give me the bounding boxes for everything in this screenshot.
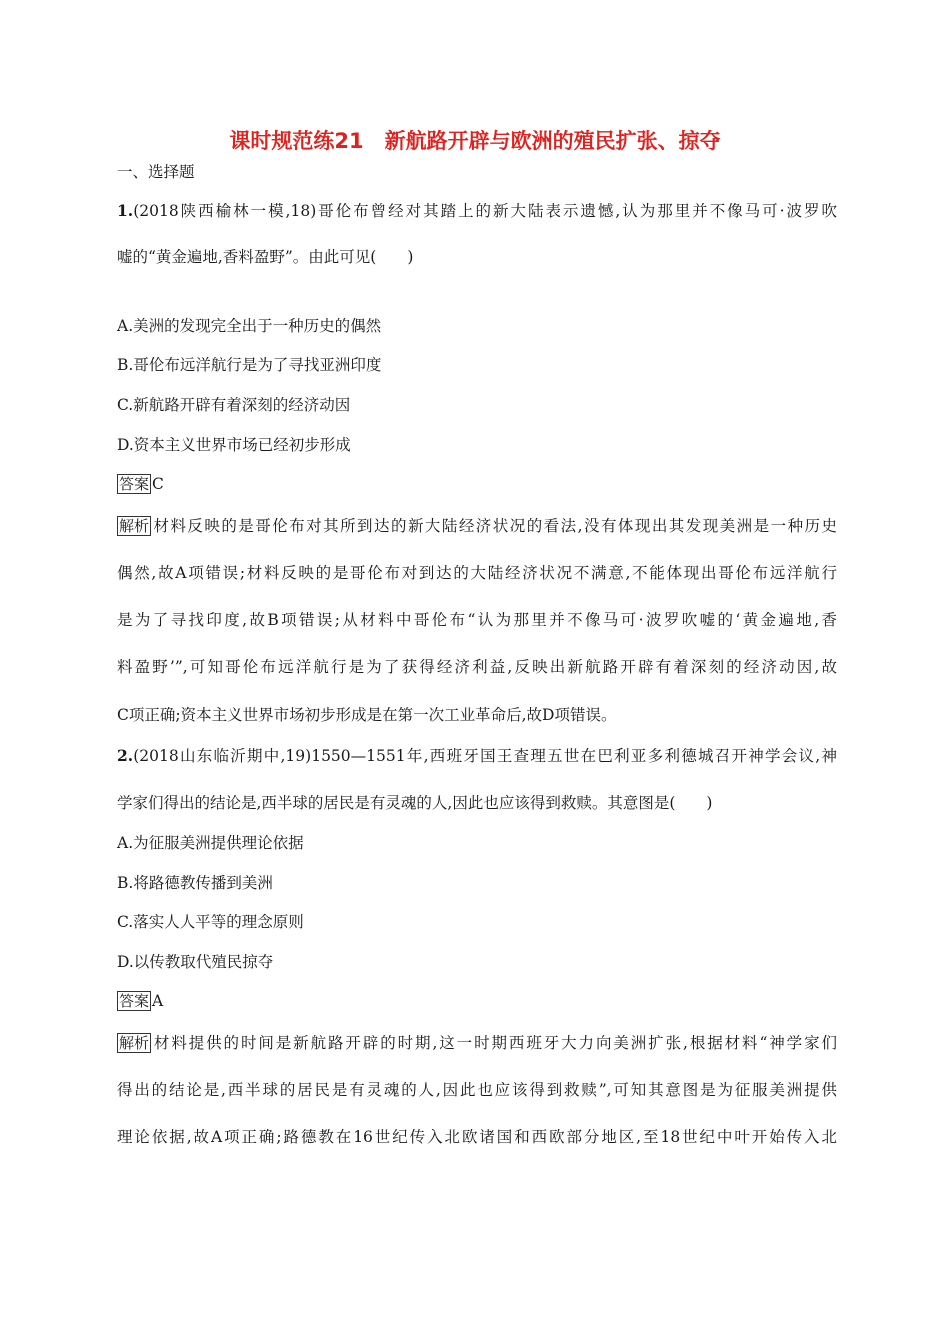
question-1-analysis-line-5: C项正确;资本主义世界市场初步形成是在第一次工业革命后,故D项错误。 <box>117 706 617 724</box>
question-2-stem-line-1 <box>117 744 837 768</box>
question-1-analysis-text-1: 材料反映的是哥伦布对其所到达的新大陆经济状况的看法,没有体现出其发现美洲是一种历史 <box>152 517 837 535</box>
section-heading: 一、选择题 <box>117 163 195 181</box>
question-1-number: 1. <box>117 201 134 220</box>
question-1-option-a: A.美洲的发现完全出于一种历史的偶然 <box>117 317 382 335</box>
question-2-stem-line-2: 学家们得出的结论是,西半球的居民是有灵魂的人,因此也应该得到救赎。其意图是( ) <box>117 794 713 812</box>
question-2-number: 2. <box>117 746 134 765</box>
question-1-answer-value: C <box>152 475 164 493</box>
question-1-analysis-line-4: 料盈野’”,可知哥伦布远洋航行是为了获得经济利益,反映出新航路开辟有着深刻的经济动因,故 <box>117 658 837 676</box>
question-2-option-a: A.为征服美洲提供理论依据 <box>117 834 304 852</box>
question-2-option-c: C.落实人人平等的理念原则 <box>117 913 304 931</box>
answer-tag: 答案 <box>119 992 150 1010</box>
question-1-analysis-line-3: 是为了寻找印度,故B项错误;从材料中哥伦布“认为那里并不像马可·波罗吹嘘的‘黄金遍地,香 <box>117 611 837 629</box>
question-1-option-c: C.新航路开辟有着深刻的经济动因 <box>117 396 351 414</box>
question-1-stem-text-1: (2018陕西榆林一模,18)哥伦布曾经对其踏上的新大陆表示遗憾,认为那里并不像马可·波罗吹 <box>133 202 837 220</box>
analysis-tag: 解析 <box>119 517 150 535</box>
analysis-tag: 解析 <box>119 1034 150 1052</box>
question-1-stem-line-2: 嘘的“黄金遍地,香料盈野”。由此可见( ) <box>117 248 414 266</box>
question-2-analysis-line-3: 理论依据,故A项正确;路德教在16世纪传入北欧诸国和西欧部分地区,至18世纪中叶开始传入北 <box>117 1128 837 1146</box>
question-2-option-b: B.将路德教传播到美洲 <box>117 874 273 892</box>
question-2-option-d: D.以传教取代殖民掠夺 <box>117 953 274 971</box>
question-2-stem-text-1: (2018山东临沂期中,19)1550—1551年,西班牙国王查理五世在巴利亚多利德城召开神学会议,神 <box>133 747 837 765</box>
question-2-analysis-line-1 <box>117 1031 837 1055</box>
question-1-option-b: B.哥伦布远洋航行是为了寻找亚洲印度 <box>117 356 382 374</box>
question-1-answer <box>117 472 837 496</box>
answer-tag: 答案 <box>119 475 150 493</box>
question-1-analysis-line-1 <box>117 514 837 538</box>
question-2-answer-value: A <box>152 992 164 1010</box>
question-1-analysis-line-2: 偶然,故A项错误;材料反映的是哥伦布对到达的大陆经济状况不满意,不能体现出哥伦布远洋航行 <box>117 564 837 582</box>
question-2-analysis-text-1: 材料提供的时间是新航路开辟的时期,这一时期西班牙大力向美洲扩张,根据材料“神学家们 <box>152 1034 837 1052</box>
question-1-stem-line-1 <box>117 199 837 223</box>
question-2-answer <box>117 989 837 1013</box>
question-1-option-d: D.资本主义世界市场已经初步形成 <box>117 436 351 454</box>
page-title: 课时规范练21 新航路开辟与欧洲的殖民扩张、掠夺 <box>229 129 721 153</box>
question-2-analysis-line-2: 得出的结论是,西半球的居民是有灵魂的人,因此也应该得到救赎”,可知其意图是为征服美洲提供 <box>117 1081 837 1099</box>
